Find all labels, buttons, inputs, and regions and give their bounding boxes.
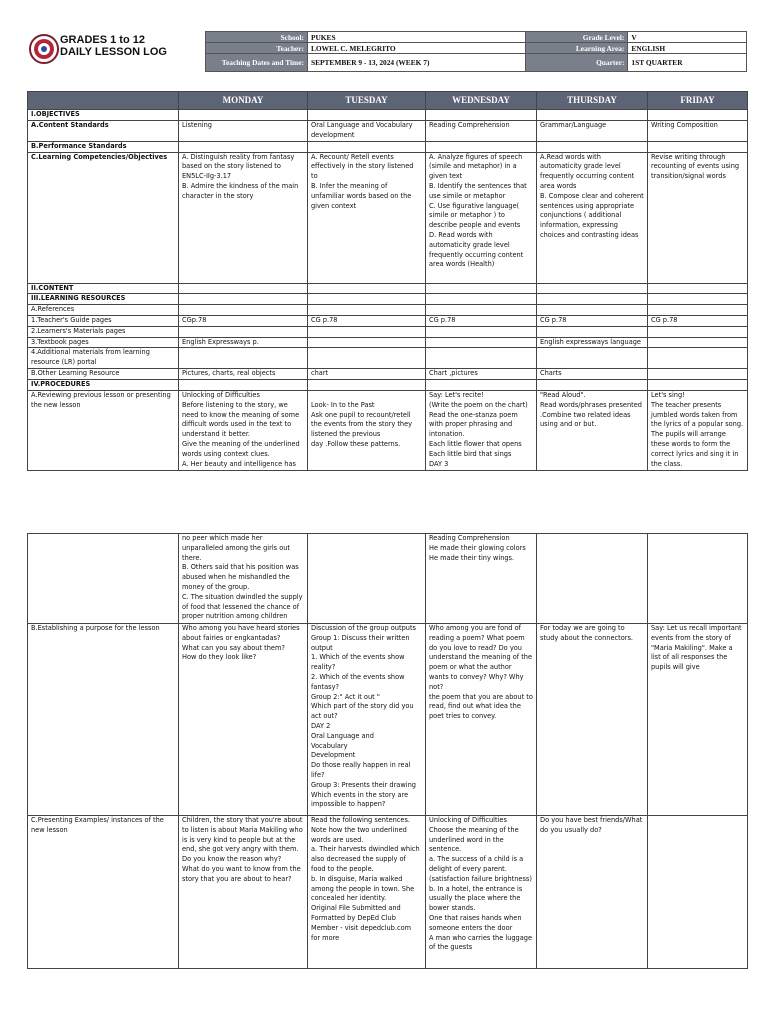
table-cell	[537, 326, 648, 337]
area-value: ENGLISH	[628, 43, 747, 54]
table-cell	[426, 326, 537, 337]
row-label: I.OBJECTIVES	[28, 110, 179, 121]
table-row	[28, 305, 748, 316]
table-row	[28, 326, 748, 337]
table-cell: Read the following sentences. Note how the two underlined words are used. a. Their harvests dwindled which also decreased the supply of food to the people. b. In disguise, Maria walked among the people in town. She concealed her identity. Original File Submitted and Formatted by DepEd Club Member - visit depedclub.com for more	[308, 816, 426, 969]
table-cell: Revise writing through recounting of events using transition/signal words	[648, 152, 748, 283]
table-cell	[648, 380, 748, 391]
table-cell	[648, 305, 748, 316]
table-cell: Say: Let's recite! (Write the poem on the chart) Read the one-stanza poem with proper phrasing and intonation. Each little flower that opens Each little bird that sings DAY 3	[426, 390, 537, 470]
table-row	[28, 110, 748, 121]
table-row	[28, 294, 748, 305]
area-label: Learning Area:	[526, 43, 628, 54]
grade-value: V	[628, 32, 747, 43]
table-cell: Look- In to the Past Ask one pupil to recount/retell the events from the story they listened the previous day .Follow these patterns.	[308, 390, 426, 470]
table-cell	[426, 141, 537, 152]
table-cell	[648, 816, 748, 969]
row-label: B.Other Learning Resource	[28, 369, 179, 380]
row-label: A.References	[28, 305, 179, 316]
table-cell	[308, 110, 426, 121]
table-cell: For today we are going to study about the connectors.	[537, 624, 648, 816]
table-cell	[308, 326, 426, 337]
table-cell	[537, 534, 648, 624]
lesson-table-part-1	[27, 91, 748, 471]
table-cell: Unlocking of Difficulties Choose the meaning of the underlined word in the sentence. a. The success of a child is a delight of every parent. (satisfaction failure brightness) b. In a hotel, the entrance is usually the place where the bower stands. One that raises hands when someone enters the door A man who carries the luggage of the guests	[426, 816, 537, 969]
table-cell	[308, 294, 426, 305]
table-cell	[308, 305, 426, 316]
table-cell	[426, 380, 537, 391]
table-cell	[308, 141, 426, 152]
table-cell	[537, 348, 648, 369]
row-label: 3.Textbook pages	[28, 337, 179, 348]
table-cell: Oral Language and Vocabulary development	[308, 120, 426, 141]
table-row	[28, 120, 748, 141]
table-cell	[426, 294, 537, 305]
row-label: C.Presenting Examples/ instances of the new lesson	[28, 816, 179, 969]
corner-header	[28, 92, 179, 110]
table-cell: Who among you have heard stories about fairies or engkantadas? What can you say about them? How do they look like?	[179, 624, 308, 816]
table-cell	[308, 534, 426, 624]
table-cell: English expressways language	[537, 337, 648, 348]
table-cell: Listening	[179, 120, 308, 141]
table-cell: English Expressways p.	[179, 337, 308, 348]
day-header: MONDAY	[179, 92, 308, 110]
table-cell: A. Recount/ Retell events effectively in the story listened to B. Infer the meaning of unfamiliar words based on the given context	[308, 152, 426, 283]
table-cell	[648, 348, 748, 369]
table-row	[28, 624, 748, 816]
school-label: School:	[206, 32, 308, 43]
table-cell	[648, 110, 748, 121]
table-row	[28, 534, 748, 624]
grade-label: Grade Level:	[526, 32, 628, 43]
table-cell	[537, 283, 648, 294]
table-cell	[537, 110, 648, 121]
table-cell	[426, 283, 537, 294]
table-cell	[179, 110, 308, 121]
table-row	[28, 337, 748, 348]
table-cell	[648, 337, 748, 348]
table-cell: Who among you are fond of reading a poem? What poem do you love to read? Do you understand the meaning of the poem or what the author wants to convey? Why? Why not? the poem that you are about to read, find out what idea the poet tries to convey.	[426, 624, 537, 816]
table-cell: Reading Comprehension He made their glowing colors He made their tiny wings.	[426, 534, 537, 624]
table-cell	[426, 348, 537, 369]
table-cell	[648, 283, 748, 294]
table-cell	[179, 326, 308, 337]
table-row	[28, 390, 748, 470]
row-label	[28, 534, 179, 624]
table-cell	[426, 110, 537, 121]
table-cell	[537, 305, 648, 316]
table-cell: no peer which made her unparalleled among the girls out there. B. Others said that his position was abused when he mishandled the money of the group. C. The situation dwindled the supply of food that lessened the chance of proper nutrition among children	[179, 534, 308, 624]
table-cell: Children, the story that you're about to listen is about Maria Makiling who is is very kind to people but at the end, she got very angry with them. Do you know the reason why? What do you want to know from the story that you are about to hear?	[179, 816, 308, 969]
row-label: II.CONTENT	[28, 283, 179, 294]
table-cell	[179, 348, 308, 369]
dates-value: SEPTEMBER 9 - 13, 2024 (WEEK 7)	[307, 54, 525, 72]
row-label: IV.PROCEDURES	[28, 380, 179, 391]
lesson-log-title	[60, 34, 167, 58]
table-cell: A.Read words with automaticity grade level frequently occurring content area words B. Compose clear and coherent sentences using appropriate conjunctions ( additional information, expressing choices and contrasting ideas	[537, 152, 648, 283]
table-cell: CG p.78	[426, 315, 537, 326]
table-cell	[308, 348, 426, 369]
quarter-label: Quarter:	[526, 54, 628, 72]
table-row	[28, 348, 748, 369]
dates-label: Teaching Dates and Time:	[206, 54, 308, 72]
day-header: TUESDAY	[308, 92, 426, 110]
table-cell	[648, 326, 748, 337]
day-header: FRIDAY	[648, 92, 748, 110]
table-cell	[648, 141, 748, 152]
table-cell	[537, 141, 648, 152]
row-label: III.LEARNING RESOURCES	[28, 294, 179, 305]
table-cell	[426, 305, 537, 316]
table-cell: chart	[308, 369, 426, 380]
table-cell	[179, 141, 308, 152]
table-cell	[648, 294, 748, 305]
table-cell: Say: Let us recall important events from the story of "Maria Makiling". Make a list of all responses the pupils will give	[648, 624, 748, 816]
day-header: WEDNESDAY	[426, 92, 537, 110]
table-cell	[648, 369, 748, 380]
table-cell: Chart ,pictures	[426, 369, 537, 380]
row-label: 4.Additional materials from learning resource (LR) portal	[28, 348, 179, 369]
table-cell: Discussion of the group outputs Group 1: Discuss their written output 1. Which of the events show reality? 2. Which of the events show fantasy? Group 2:" Act it out " Which part of the story did you act out? DAY 2 Oral Language and Vocabulary Development Do those really happen in real life? Group 3: Presents their drawing Which events in the story are impossible to happen?	[308, 624, 426, 816]
table-cell: Grammar/Language	[537, 120, 648, 141]
lesson-log-header	[27, 31, 747, 75]
table-cell: Do you have best friends/What do you usually do?	[537, 816, 648, 969]
table-row	[28, 141, 748, 152]
table-cell: A. Distinguish reality from fantasy based on the story listened to EN5LC-IIg-3.17 B. Admire the kindness of the main character in the story	[179, 152, 308, 283]
row-label: 2.Learners's Materials pages	[28, 326, 179, 337]
title-line-1: GRADES 1 to 12	[60, 34, 145, 46]
table-cell	[537, 380, 648, 391]
lesson-table-part-2	[27, 533, 748, 969]
table-row	[28, 369, 748, 380]
table-cell	[179, 305, 308, 316]
info-table	[205, 31, 747, 72]
quarter-value: 1ST QUARTER	[628, 54, 747, 72]
table-cell: Unlocking of Difficulties Before listening to the story, we need to know the meaning of some difficult words used in the text to understand it better. Give the meaning of the underlined words using context clues. A. Her beauty and intelligence has	[179, 390, 308, 470]
table-cell	[648, 534, 748, 624]
row-label: C.Learning Competencies/Objectives	[28, 152, 179, 283]
row-label: B.Performance Standards	[28, 141, 179, 152]
table-cell	[308, 283, 426, 294]
table-cell: CG p.78	[308, 315, 426, 326]
table-cell: Let's sing! The teacher presents jumbled words taken from the lyrics of a popular song. The pupils will arrange these words to form the correct lyrics and sing it in the class.	[648, 390, 748, 470]
table-cell: Writing Composition	[648, 120, 748, 141]
table-cell: Charts	[537, 369, 648, 380]
table-row	[28, 283, 748, 294]
table-cell: "Read Aloud". Read words/phrases presented .Combine two related ideas using and or but.	[537, 390, 648, 470]
row-label: A.Content Standards	[28, 120, 179, 141]
teacher-value: LOWEL C. MELEGRITO	[307, 43, 525, 54]
school-value: PUKES	[307, 32, 525, 43]
table-cell	[308, 380, 426, 391]
table-cell	[308, 337, 426, 348]
row-label: 1.Teacher's Guide pages	[28, 315, 179, 326]
deped-seal-icon	[29, 34, 59, 64]
table-cell: A. Analyze figures of speech (simile and metaphor) in a given text B. Identify the sentences that use simile or metaphor C. Use figurative language( simile or metaphor ) to describe people and events D. Read words with automaticity grade level frequently occurring content area words (Health)	[426, 152, 537, 283]
row-label: B.Establishing a purpose for the lesson	[28, 624, 179, 816]
table-cell	[179, 380, 308, 391]
day-header: THURSDAY	[537, 92, 648, 110]
table-row	[28, 380, 748, 391]
table-cell: CG p.78	[537, 315, 648, 326]
table-row	[28, 152, 748, 283]
row-label: A.Reviewing previous lesson or presenting the new lesson	[28, 390, 179, 470]
table-cell: Pictures, charts, real objects	[179, 369, 308, 380]
table-cell: CG p.78	[648, 315, 748, 326]
teacher-label: Teacher:	[206, 43, 308, 54]
table-cell	[537, 294, 648, 305]
table-cell	[179, 294, 308, 305]
table-cell	[179, 283, 308, 294]
table-row	[28, 315, 748, 326]
table-cell: Reading Comprehension	[426, 120, 537, 141]
table-row	[28, 816, 748, 969]
table-cell: CGp.78	[179, 315, 308, 326]
title-line-2: DAILY LESSON LOG	[60, 46, 167, 58]
table-cell	[426, 337, 537, 348]
